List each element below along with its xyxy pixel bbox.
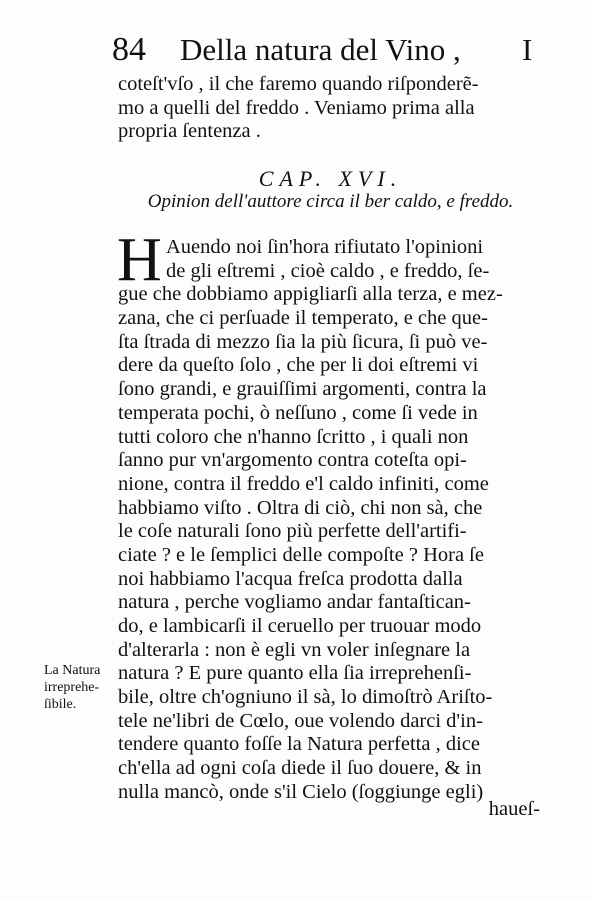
text-line: ſta ſtrada di mezzo ſia la più ſicura, ſi può ve- [118,330,488,353]
text-line: mo a quelli del freddo . Veniamo prima alla [118,96,475,119]
text-line: nulla mancò, onde s'il Cielo (ſoggiunge egli) [118,780,484,803]
chapter-body [118,236,543,805]
text-line: noi habbiamo l'acqua freſca prodotta dalla [118,567,463,590]
text-line: gue che dobbiamo appigliarſi alla terza, e mez- [118,283,503,306]
text-line: habbiamo viſto . Oltra di ciò, chi non sà, che [118,496,483,519]
text-line: le coſe naturali ſono più perfette dell'artifi- [118,520,467,543]
margin-note-line: La Natura [44,663,101,678]
chapter-heading: CAP. XVI. [258,166,403,191]
header-catchmark: I [522,32,533,67]
text-line: ch'ella ad ogni coſa diede il ſuo douere, & in [118,757,482,780]
margin-note-line: ſibile. [44,697,77,712]
text-line: natura , perche vogliamo andar fantaſtican- [118,591,471,614]
text-line: natura ? E pure quanto ella ſia irreprehenſi- [118,662,472,685]
text-line: zana, che ci perſuade il temperato, e che que- [118,307,488,330]
text-line: Auendo noi ſin'hora rifiutato l'opinioni [166,236,484,258]
text-line: bile, oltre ch'ogniuno il sà, lo dimoſtrò Ariſto- [118,686,493,709]
running-head: Della natura del Vino , [180,32,461,67]
drop-cap: H [117,226,162,294]
text-line: ſono grandi, e grauiſſimi argomenti, contra la [118,378,487,401]
catchword: haueſ- [488,798,540,820]
page-number: 84 [112,31,146,68]
text-line: tutti coloro che n'hanno ſcritto , i quali non [118,425,469,448]
text-line: ciate ? e le ſemplici delle compoſte ? Hora ſe [118,543,484,566]
text-line: do, e lambicarſi il ceruello per truouar modo [118,615,482,637]
text-line: propria ſentenza . [118,120,261,143]
text-line: coteſt'vſo , il che faremo quando riſponderẽ- [118,73,479,95]
preceding-paragraph [118,73,543,144]
margin-note [44,662,116,713]
text-line: ſanno pur vn'argomento contra coteſta opi- [118,449,467,472]
text-line: dere da queſto ſolo , che per li doi eſtremi vi [118,354,479,377]
text-line: de gli eſtremi , cioè caldo , e freddo, ſe- [166,259,490,282]
page-header [112,30,552,70]
text-line: d'alterarla : non è egli vn voler inſegnare la [118,638,471,661]
chapter-subtitle: Opinion dell'auttore circa il ber caldo, e freddo. [147,191,514,212]
text-line: tendere quanto foſſe la Natura perfetta , dice [118,733,480,756]
text-line: temperata pochi, ò neſſuno , come ſi vede in [118,401,478,424]
margin-note-line: irreprehe- [44,680,100,695]
text-line: nione, contra il freddo e'l caldo infiniti, come [118,472,489,495]
text-line: tele ne'libri de Cœlo, oue volendo darci d'in- [118,709,483,732]
